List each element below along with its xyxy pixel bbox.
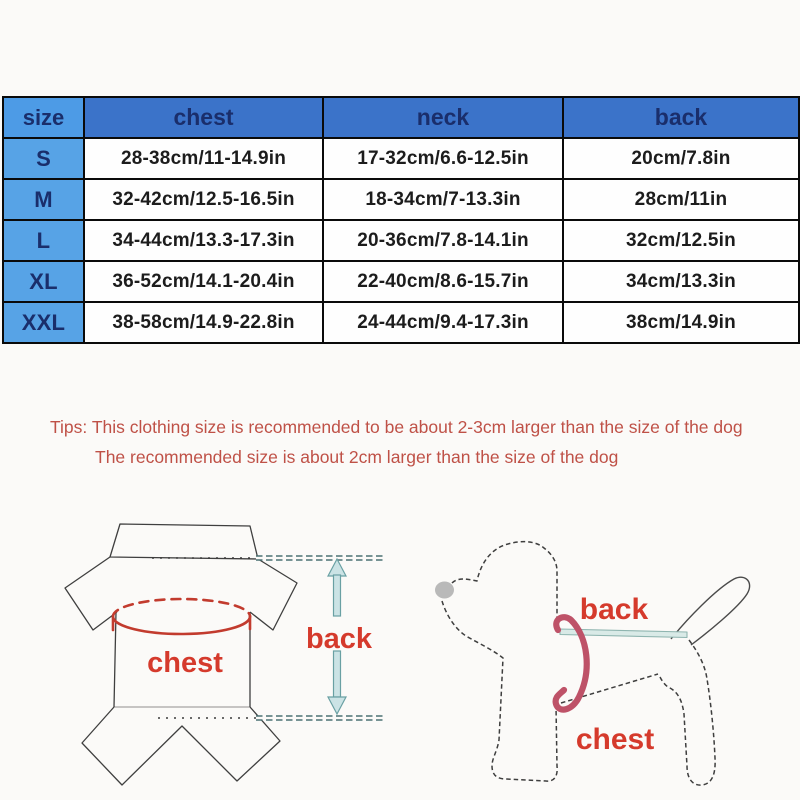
cell-neck: 24-44cm/9.4-17.3in xyxy=(323,302,563,343)
garment-collar xyxy=(110,524,258,559)
cell-back: 32cm/12.5in xyxy=(563,220,799,261)
dog-chest-label: chest xyxy=(575,723,655,756)
cell-back: 20cm/7.8in xyxy=(563,138,799,179)
column-header-chest: chest xyxy=(84,97,323,138)
column-header-size: size xyxy=(3,97,84,138)
cell-chest: 34-44cm/13.3-17.3in xyxy=(84,220,323,261)
table-row xyxy=(3,261,799,302)
cell-size: L xyxy=(3,220,84,261)
column-header-neck: neck xyxy=(323,97,563,138)
cell-chest: 38-58cm/14.9-22.8in xyxy=(84,302,323,343)
size-table xyxy=(2,96,800,344)
garment-chest-label: chest xyxy=(147,647,223,679)
table-header-row xyxy=(3,97,799,138)
cell-back: 34cm/13.3in xyxy=(563,261,799,302)
tips-line-1: Tips: This clothing size is recommended to be about 2-3cm larger than the size of the dog xyxy=(50,417,743,437)
cell-back: 28cm/11in xyxy=(563,179,799,220)
cell-neck: 18-34cm/7-13.3in xyxy=(323,179,563,220)
cell-size: XL xyxy=(3,261,84,302)
cell-back: 38cm/14.9in xyxy=(563,302,799,343)
table-row xyxy=(3,302,799,343)
tips-line-2: The recommended size is about 2cm larger than the size of the dog xyxy=(95,447,619,467)
garment-left-sleeve xyxy=(65,557,117,630)
cell-size: S xyxy=(3,138,84,179)
dog-front-leg xyxy=(442,601,557,781)
dog-head xyxy=(452,542,557,628)
cell-chest: 28-38cm/11-14.9in xyxy=(84,138,323,179)
chest-girth-ellipse xyxy=(113,599,250,634)
garment-diagram xyxy=(40,500,400,800)
tips-text xyxy=(0,412,800,472)
table-row xyxy=(3,179,799,220)
table-row xyxy=(3,138,799,179)
cell-size: XXL xyxy=(3,302,84,343)
cell-neck: 20-36cm/7.8-14.1in xyxy=(323,220,563,261)
garment-right-sleeve xyxy=(250,559,297,630)
cell-neck: 17-32cm/6.6-12.5in xyxy=(323,138,563,179)
garment-back-label: back xyxy=(305,623,373,655)
cell-size: M xyxy=(3,179,84,220)
dog-diagram xyxy=(400,500,800,800)
cell-chest: 36-52cm/14.1-20.4in xyxy=(84,261,323,302)
table-row xyxy=(3,220,799,261)
cell-neck: 22-40cm/8.6-15.7in xyxy=(323,261,563,302)
dog-nose xyxy=(435,582,454,599)
dog-back-label: back xyxy=(579,593,649,626)
column-header-back: back xyxy=(563,97,799,138)
dog-hind-leg xyxy=(660,640,715,785)
garment-leg-flaps xyxy=(82,707,280,785)
cell-chest: 32-42cm/12.5-16.5in xyxy=(84,179,323,220)
